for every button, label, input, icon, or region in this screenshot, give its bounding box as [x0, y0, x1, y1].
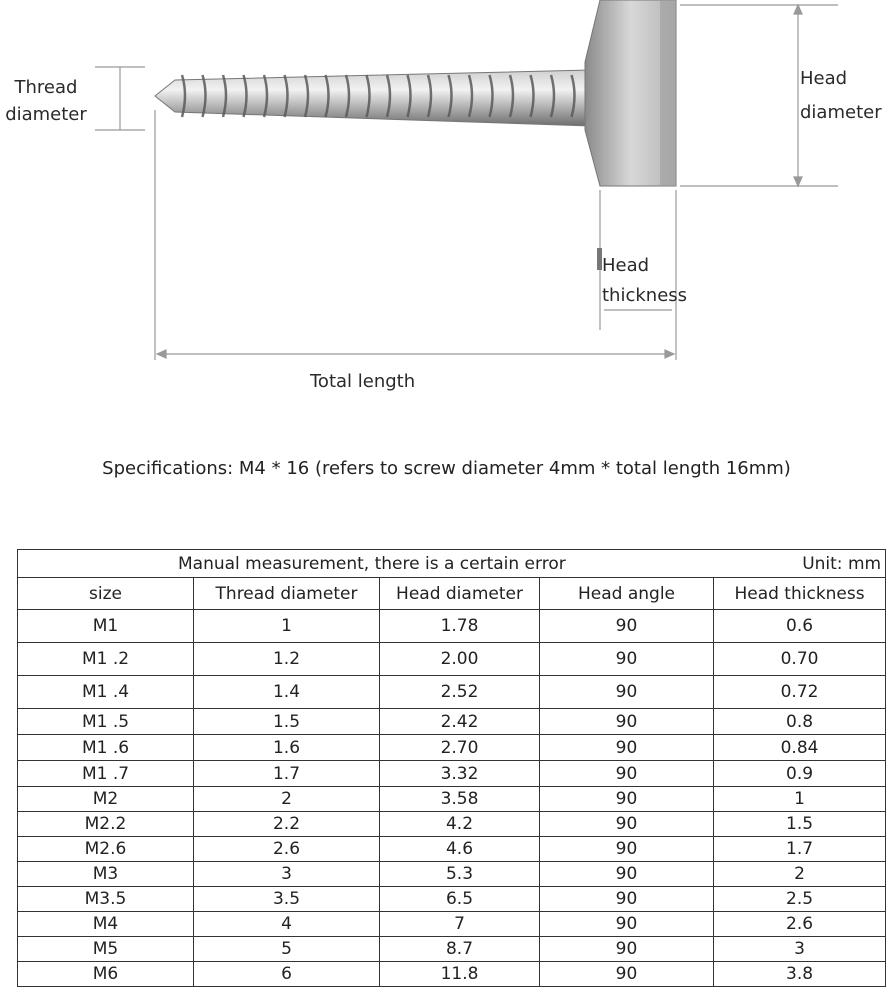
cell-head-angle: 90: [540, 643, 714, 676]
table-row: [18, 862, 886, 887]
cell-thread-diameter: 1.6: [194, 735, 380, 761]
table-row: [18, 837, 886, 862]
table-row: [18, 735, 886, 761]
cell-size: M3: [18, 862, 194, 887]
unit-label: Unit: mm: [802, 554, 882, 574]
cell-head-diameter: 2.00: [380, 643, 540, 676]
cell-head-angle: 90: [540, 887, 714, 912]
screw-image: [155, 0, 676, 186]
head-diameter-label: Head diameter: [800, 68, 882, 123]
table-row: [18, 761, 886, 787]
cell-thread-diameter: 1.7: [194, 761, 380, 787]
cell-head-diameter: 4.6: [380, 837, 540, 862]
table-row: [18, 962, 886, 987]
cell-thread-diameter: 2.2: [194, 812, 380, 837]
cell-head-diameter: 3.32: [380, 761, 540, 787]
cell-thread-diameter: 1: [194, 610, 380, 643]
header-size: size: [18, 578, 194, 610]
cell-head-diameter: 3.58: [380, 787, 540, 812]
cell-head-angle: 90: [540, 735, 714, 761]
cell-size: M2.6: [18, 837, 194, 862]
cell-size: M1 .2: [18, 643, 194, 676]
cell-size: M2: [18, 787, 194, 812]
cell-thread-diameter: 1.4: [194, 676, 380, 709]
table-row: [18, 787, 886, 812]
cell-head-angle: 90: [540, 610, 714, 643]
cell-head-thickness: 0.6: [714, 610, 886, 643]
cell-size: M3.5: [18, 887, 194, 912]
cell-size: M2.2: [18, 812, 194, 837]
cell-head-diameter: 1.78: [380, 610, 540, 643]
cell-head-diameter: 5.3: [380, 862, 540, 887]
table-row: [18, 887, 886, 912]
cell-size: M4: [18, 912, 194, 937]
table-row: [18, 709, 886, 735]
cell-head-thickness: 0.84: [714, 735, 886, 761]
cell-thread-diameter: 3: [194, 862, 380, 887]
cell-head-thickness: 0.8: [714, 709, 886, 735]
cell-head-diameter: 2.52: [380, 676, 540, 709]
cell-head-thickness: 3: [714, 937, 886, 962]
header-head-angle: Head angle: [540, 578, 714, 610]
cell-head-angle: 90: [540, 812, 714, 837]
table-row: [18, 937, 886, 962]
total-length-label: Total length: [310, 371, 416, 392]
cell-size: M1 .5: [18, 709, 194, 735]
cell-thread-diameter: 1.2: [194, 643, 380, 676]
cell-head-angle: 90: [540, 761, 714, 787]
cell-size: M1 .7: [18, 761, 194, 787]
cell-thread-diameter: 2.6: [194, 837, 380, 862]
cell-head-thickness: 2: [714, 862, 886, 887]
cell-size: M1 .4: [18, 676, 194, 709]
table-header-row: [18, 578, 886, 610]
specification-text: Specifications: M4 * 16 (refers to screw diameter 4mm * total length 16mm): [102, 458, 791, 479]
cell-head-angle: 90: [540, 676, 714, 709]
cell-head-angle: 90: [540, 787, 714, 812]
cell-size: M1 .6: [18, 735, 194, 761]
thread-diameter-label: Thread diameter: [5, 77, 87, 125]
cell-head-diameter: 4.2: [380, 812, 540, 837]
table-row: [18, 812, 886, 837]
screw-diagram: [0, 0, 893, 410]
cell-head-thickness: 1.5: [714, 812, 886, 837]
cell-head-diameter: 2.42: [380, 709, 540, 735]
cell-head-thickness: 0.72: [714, 676, 886, 709]
header-head-thickness: Head thickness: [714, 578, 886, 610]
dimension-lines: [95, 5, 838, 360]
cell-head-thickness: 2.5: [714, 887, 886, 912]
table-row: [18, 610, 886, 643]
cell-head-angle: 90: [540, 962, 714, 987]
cell-head-angle: 90: [540, 709, 714, 735]
screw-size-table: [17, 549, 886, 987]
table-row: [18, 912, 886, 937]
cell-head-diameter: 8.7: [380, 937, 540, 962]
cell-head-thickness: 3.8: [714, 962, 886, 987]
cell-thread-diameter: 3.5: [194, 887, 380, 912]
cell-head-thickness: 0.70: [714, 643, 886, 676]
cell-head-thickness: 1: [714, 787, 886, 812]
cell-head-diameter: 6.5: [380, 887, 540, 912]
cell-head-thickness: 2.6: [714, 912, 886, 937]
cell-head-diameter: 7: [380, 912, 540, 937]
cell-thread-diameter: 6: [194, 962, 380, 987]
cell-size: M6: [18, 962, 194, 987]
cell-head-thickness: 1.7: [714, 837, 886, 862]
cell-head-angle: 90: [540, 862, 714, 887]
table-note-row: [18, 550, 886, 578]
cell-size: M1: [18, 610, 194, 643]
cell-head-diameter: 11.8: [380, 962, 540, 987]
measurement-note: Manual measurement, there is a certain error: [178, 554, 566, 574]
cell-head-thickness: 0.9: [714, 761, 886, 787]
cell-thread-diameter: 4: [194, 912, 380, 937]
header-thread-diameter: Thread diameter: [194, 578, 380, 610]
cell-head-angle: 90: [540, 837, 714, 862]
cell-head-angle: 90: [540, 937, 714, 962]
cell-head-diameter: 2.70: [380, 735, 540, 761]
cell-head-angle: 90: [540, 912, 714, 937]
table-row: [18, 643, 886, 676]
header-head-diameter: Head diameter: [380, 578, 540, 610]
cell-size: M5: [18, 937, 194, 962]
cell-thread-diameter: 5: [194, 937, 380, 962]
table-row: [18, 676, 886, 709]
cell-thread-diameter: 2: [194, 787, 380, 812]
head-thickness-label: Head thickness: [602, 255, 688, 306]
cell-thread-diameter: 1.5: [194, 709, 380, 735]
